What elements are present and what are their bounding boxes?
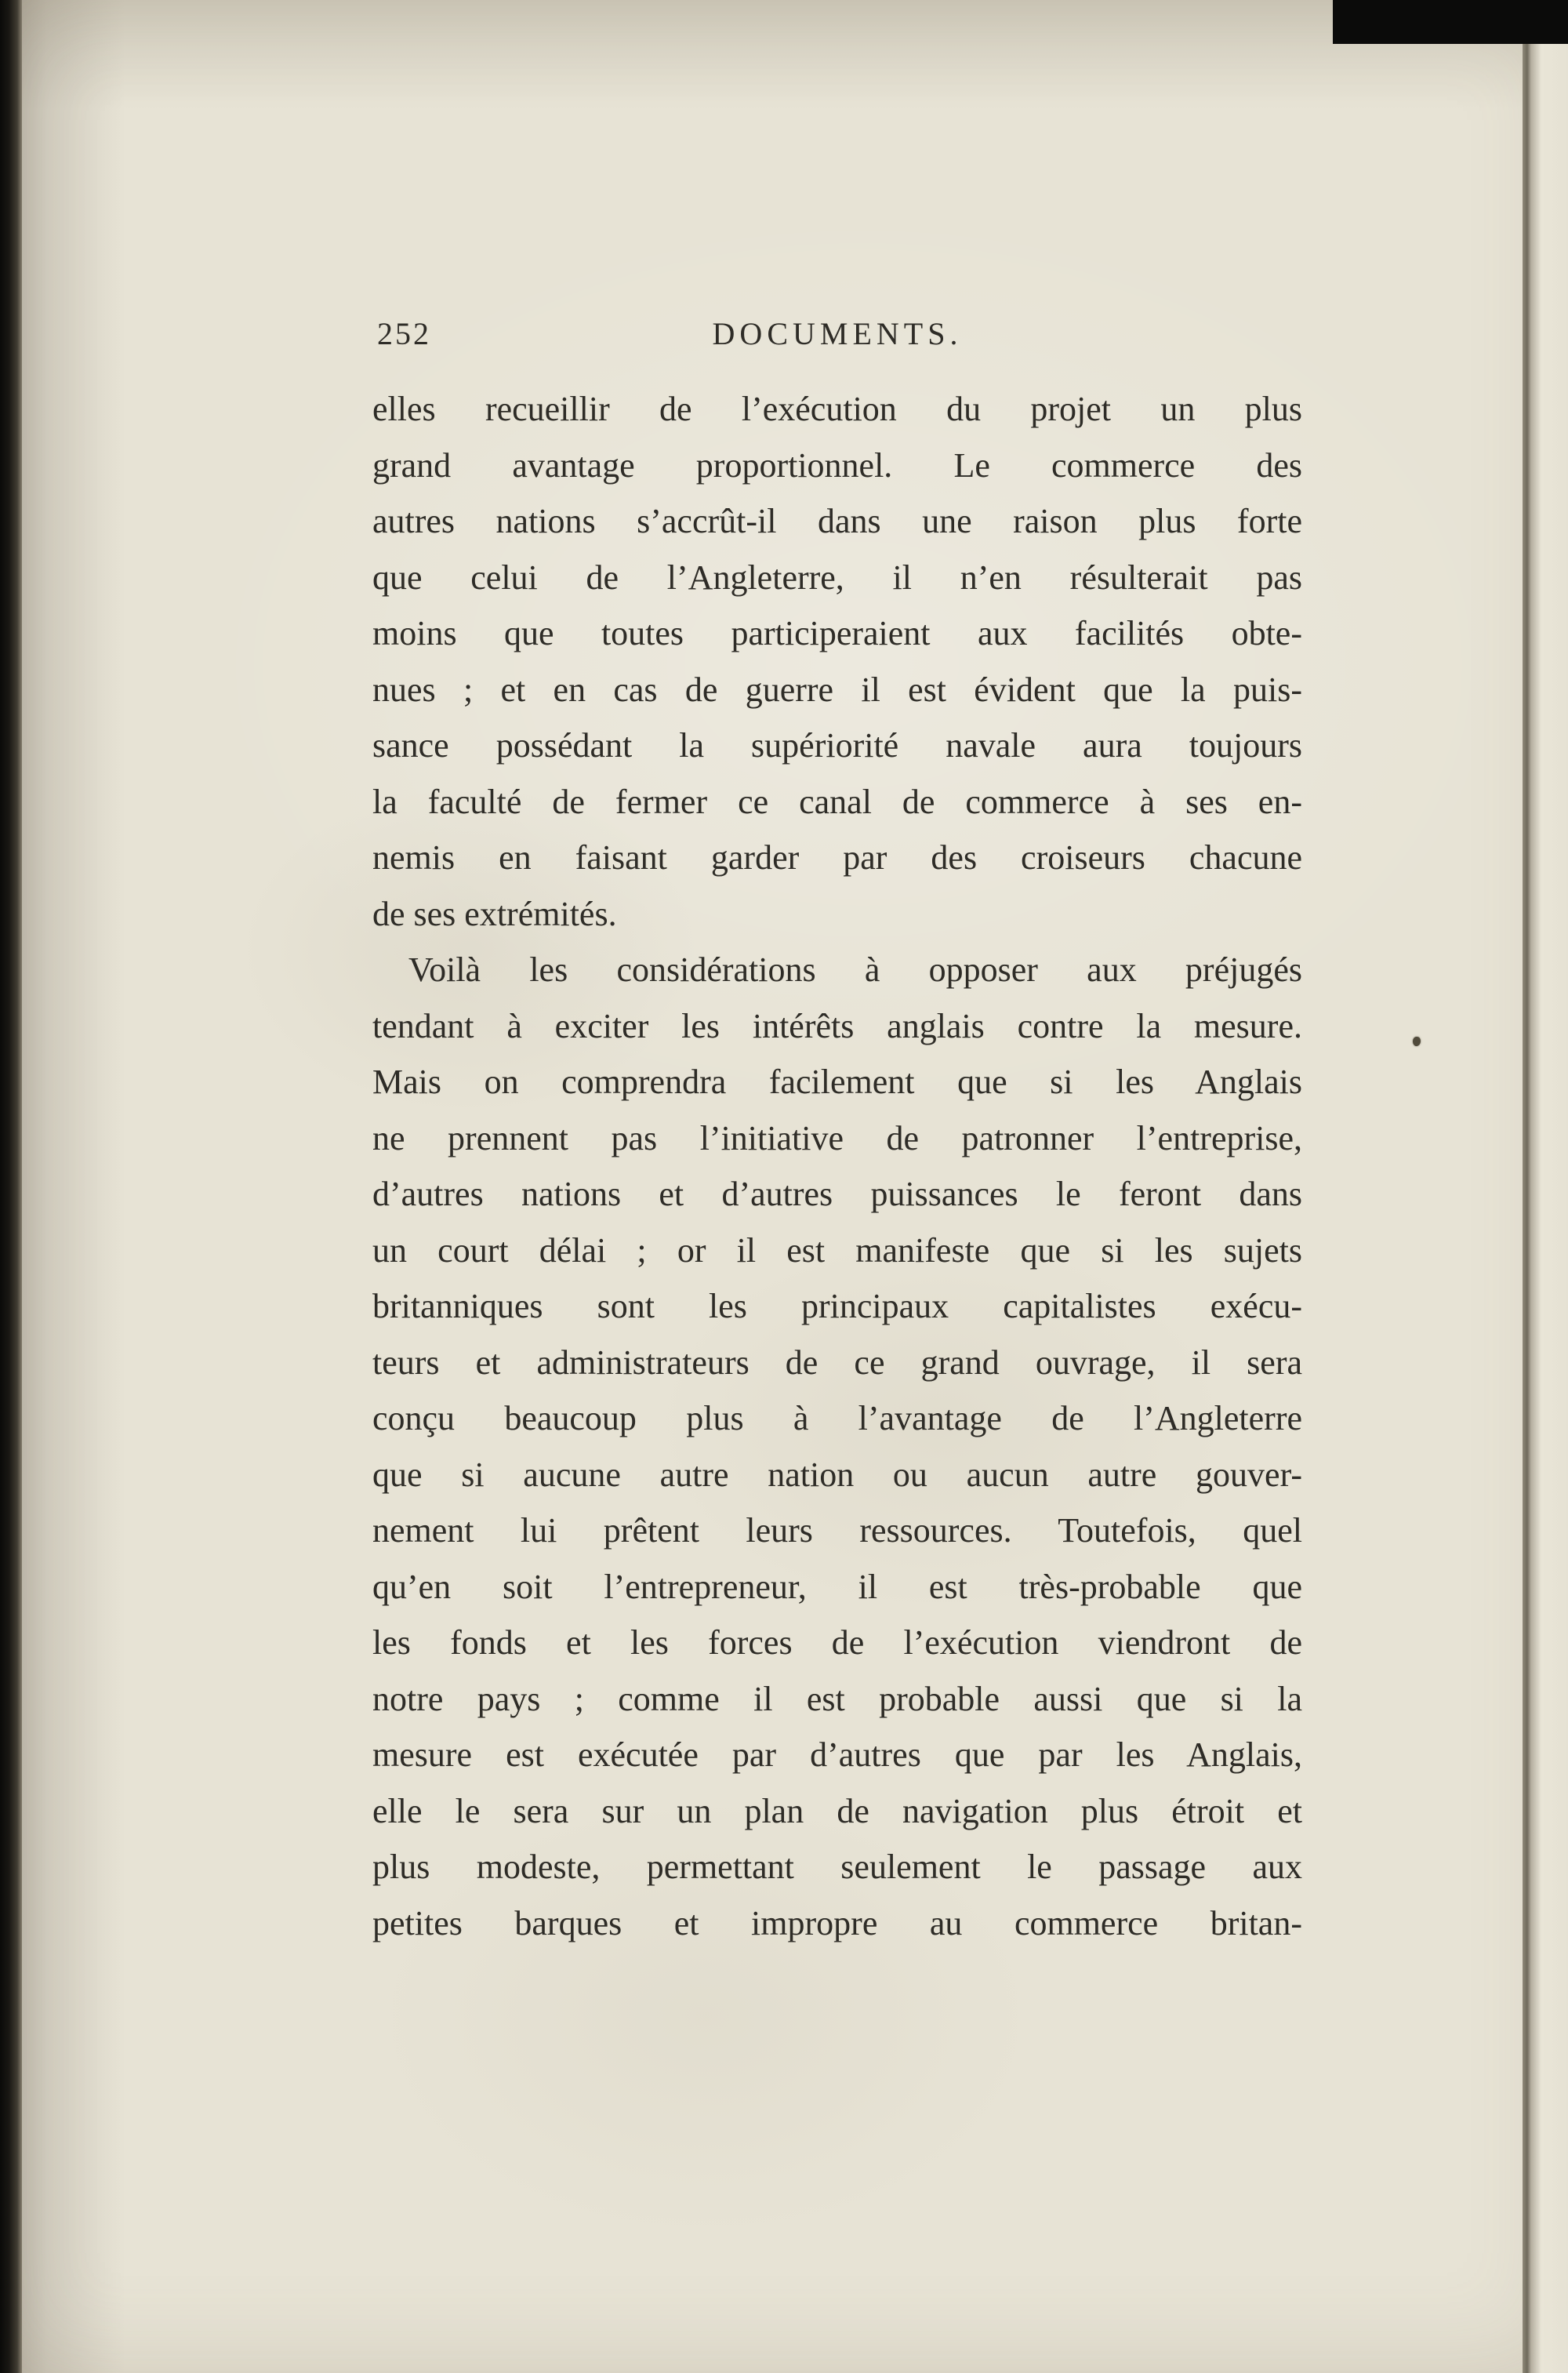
text-line: les fonds et les forces de l’exécution viendront de [372, 1623, 1302, 1662]
paragraph-2 [372, 942, 1302, 1951]
next-page-edge [1523, 44, 1568, 2373]
text-line: grand avantage proportionnel. Le commerce des [372, 445, 1302, 485]
page-header [372, 314, 1302, 354]
text-line: mesure est exécutée par d’autres que par les Anglais, [372, 1735, 1302, 1774]
text-line: elles recueillir de l’exécution du projet un plus [372, 390, 1302, 428]
text-line: teurs et administrateurs de ce grand ouvrage, il sera [372, 1343, 1302, 1382]
ink-spot [1413, 1037, 1421, 1046]
text-line: notre pays ; comme il est probable aussi que si la [372, 1679, 1302, 1718]
text-line: nues ; et en cas de guerre il est évident que la puis- [372, 670, 1302, 709]
text-line: de ses extrémités. [372, 894, 617, 933]
text-line: Mais on comprendra facilement que si les Anglais [372, 1063, 1302, 1101]
text-line: que celui de l’Angleterre, il n’en résulterait pas [372, 558, 1302, 597]
text-line: elle le sera sur un plan de navigation plus étroit et [372, 1791, 1302, 1830]
text-line: sance possédant la supériorité navale aura toujours [372, 726, 1302, 765]
text-line: ne prennent pas l’initiative de patronner l’entreprise, [372, 1118, 1302, 1157]
page-number: 252 [377, 316, 431, 351]
text-line: qu’en soit l’entrepreneur, il est très-probable que [372, 1567, 1302, 1606]
text-line: nement lui prêtent leurs ressources. Toutefois, quel [372, 1511, 1302, 1550]
text-line: britanniques sont les principaux capitalistes exécu- [372, 1287, 1302, 1325]
running-header: DOCUMENTS. [712, 316, 963, 351]
text-line: conçu beaucoup plus à l’avantage de l’Angleterre [372, 1399, 1302, 1437]
text-line: que si aucune autre nation ou aucun autre gouver- [372, 1455, 1302, 1494]
text-block [372, 314, 1302, 1951]
text-line: tendant à exciter les intérêts anglais contre la mesure. [372, 1006, 1302, 1045]
text-line: la faculté de fermer ce canal de commerce à ses en- [372, 782, 1302, 821]
text-line: nemis en faisant garder par des croiseurs chacune [372, 838, 1302, 877]
book-gutter-edge [0, 0, 22, 2373]
text-line: un court délai ; or il est manifeste que si les sujets [372, 1230, 1302, 1270]
text-line: autres nations s’accrût-il dans une raison plus forte [372, 502, 1302, 540]
text-line: petites barques et impropre au commerce britan- [372, 1903, 1302, 1942]
text-line: Voilà les considérations à opposer aux préjugés [408, 950, 1302, 989]
text-line: moins que toutes participeraient aux facilités obte- [372, 614, 1302, 652]
scan-dark-corner [1333, 0, 1568, 44]
text-line: plus modeste, permettant seulement le passage aux [372, 1848, 1302, 1886]
text-line: d’autres nations et d’autres puissances le feront dans [372, 1175, 1302, 1213]
paragraph-1 [372, 381, 1302, 942]
